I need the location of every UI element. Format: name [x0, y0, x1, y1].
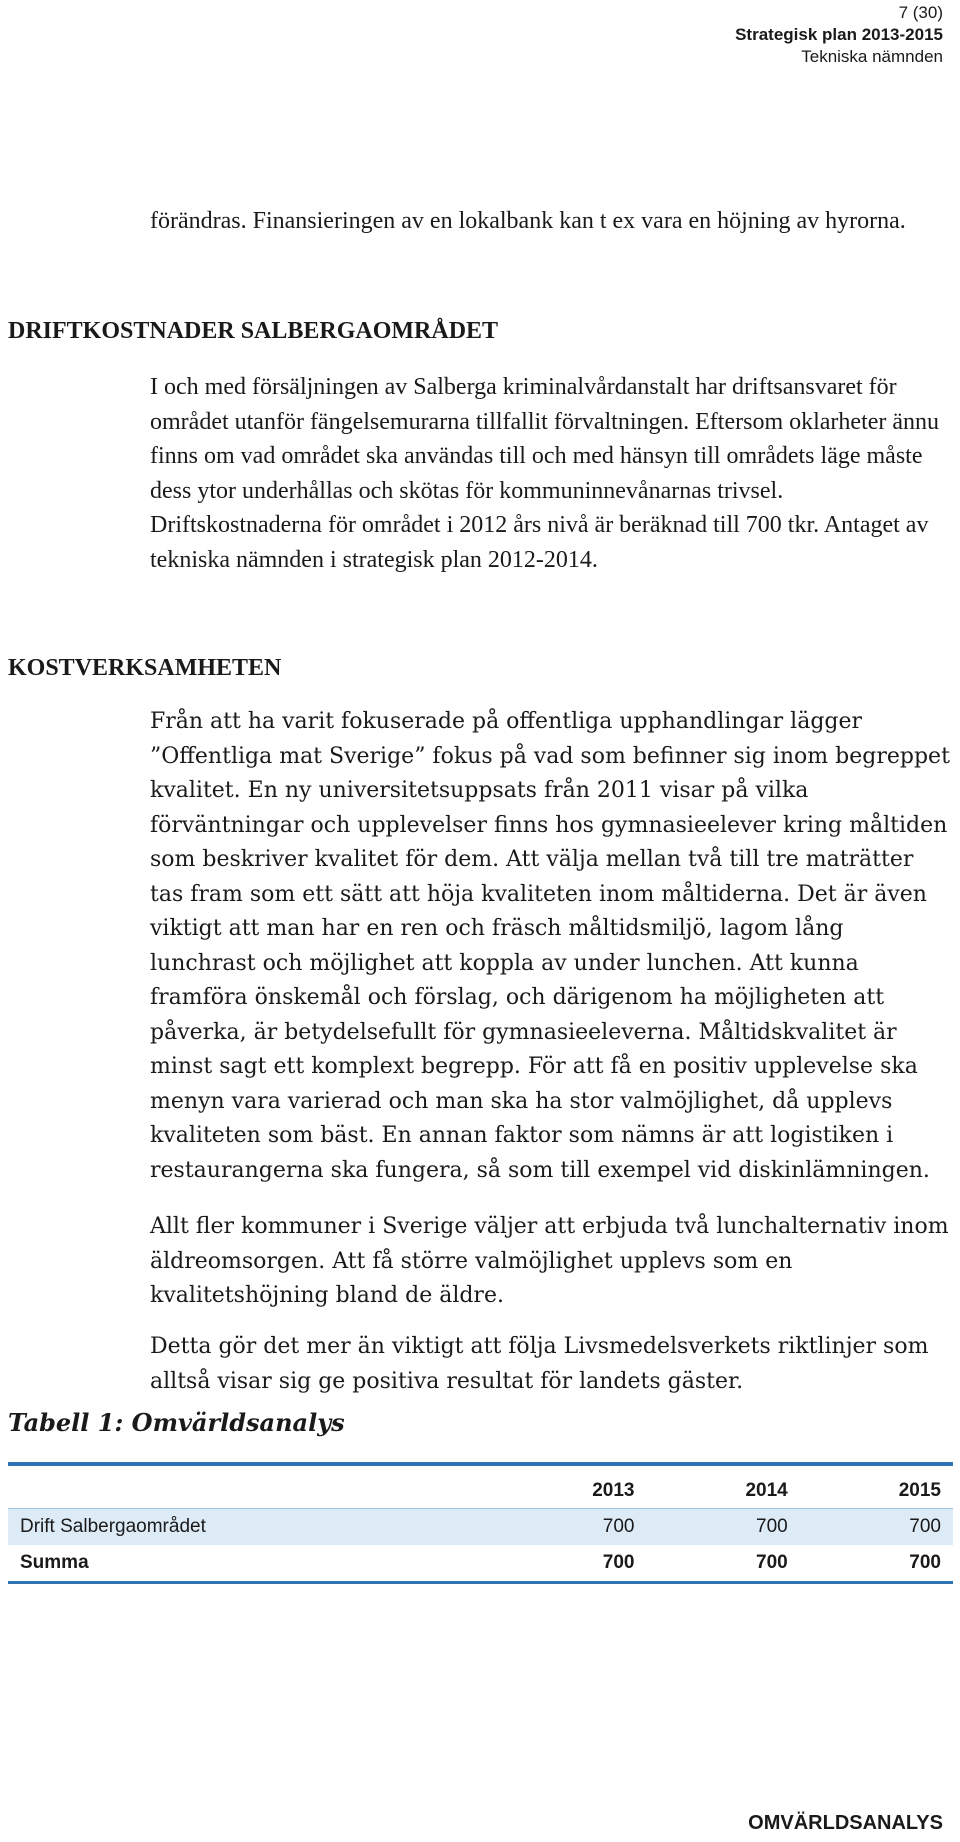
kostverksamheten-paragraph-2: Allt fler kommuner i Sverige väljer att erbjuda två lunchalternativ inom äldreomsorgen. Att få större valmöjlighet upplevs som en kvalitetshöjning bland de äldre.: [150, 1214, 949, 1308]
table-header-2013: 2013: [592, 1480, 635, 1501]
table-header-2014: 2014: [745, 1480, 788, 1501]
cell-value: 700: [602, 1516, 635, 1537]
footer-section-label: OMVÄRLDSANALYS: [748, 1812, 943, 1834]
cell-value: 700: [909, 1516, 941, 1537]
page-number: 7 (30): [898, 3, 943, 22]
cell-value: 700: [909, 1552, 941, 1573]
cell-value: 700: [602, 1552, 635, 1573]
table-row: [8, 1509, 953, 1546]
driftkostnader-paragraph: I och med försäljningen av Salberga kriminalvårdanstalt har driftsansvaret för området utanför fängelsemurarna tillfallit förvaltningen. Eftersom oklarheter ännu finns om vad området ska användas till och med hänsyn till områdets läge måste dess ytor underhållas och skötas för kommuninnevånarnas trivsel. Driftskostnaderna för området i 2012 års nivå är beräknad till 700 tkr. Antaget av tekniska nämnden i strategisk plan 2012-2014.: [150, 374, 940, 573]
cell-value: 700: [756, 1516, 788, 1537]
kostverksamheten-paragraph-3: Detta gör det mer än viktigt att följa Livsmedelsverkets riktlinjer som alltså visar sig ge positiva resultat för landets gäster.: [150, 1334, 929, 1394]
section-heading-driftkostnader: DRIFTKOSTNADER SALBERGAOMRÅDET: [8, 318, 499, 344]
page-header: [735, 2, 943, 68]
cell-value: 700: [756, 1552, 788, 1573]
intro-paragraph: förändras. Finansieringen av en lokalbank kan t ex vara en höjning av hyrorna.: [150, 208, 906, 234]
table-header-row: [8, 1464, 953, 1509]
table-caption: Tabell 1: Omvärldsanalys: [8, 1408, 345, 1437]
omvarldsanalys-table: [8, 1462, 953, 1584]
department-name: Tekniska nämnden: [801, 47, 943, 66]
row-label: Drift Salbergaområdet: [20, 1516, 206, 1537]
document-title: Strategisk plan 2013-2015: [735, 25, 943, 44]
table-row-total: [8, 1545, 953, 1583]
section-heading-kostverksamheten: KOSTVERKSAMHETEN: [8, 655, 282, 681]
row-label: Summa: [20, 1552, 89, 1573]
table-header-empty: [8, 1464, 493, 1509]
table-header-2015: 2015: [898, 1480, 941, 1501]
kostverksamheten-paragraph-1: Från att ha varit fokuserade på offentliga upphandlingar lägger ”Offentliga mat Sverige” fokus på vad som befinner sig inom begreppet kvalitet. En ny universitetsuppsats från 2011 visar på vilka förväntningar och upplevelser finns hos gymnasieelever kring måltiden som beskriver kvalitet för dem. Att välja mellan två till tre maträtter tas fram som ett sätt att höja kvaliteten inom måltiderna. Det är även viktigt att man har en ren och fräsch måltidsmiljö, lagom lång lunchrast och möjlighet att koppla av under lunchen. Att kunna framföra önskemål och förslag, och därigenom ha möjligheten att påverka, är betydelsefullt för gymnasieeleverna. Måltidskvalitet är minst sagt ett komplext begrepp. För att få en positiv upplevelse ska menyn vara varierad och man ska ha stor valmöjlighet, då upplevs kvaliteten som bäst. En annan faktor som nämns är att logistiken i restaurangerna ska fungera, så som till exempel vid diskinlämningen.: [150, 709, 950, 1183]
